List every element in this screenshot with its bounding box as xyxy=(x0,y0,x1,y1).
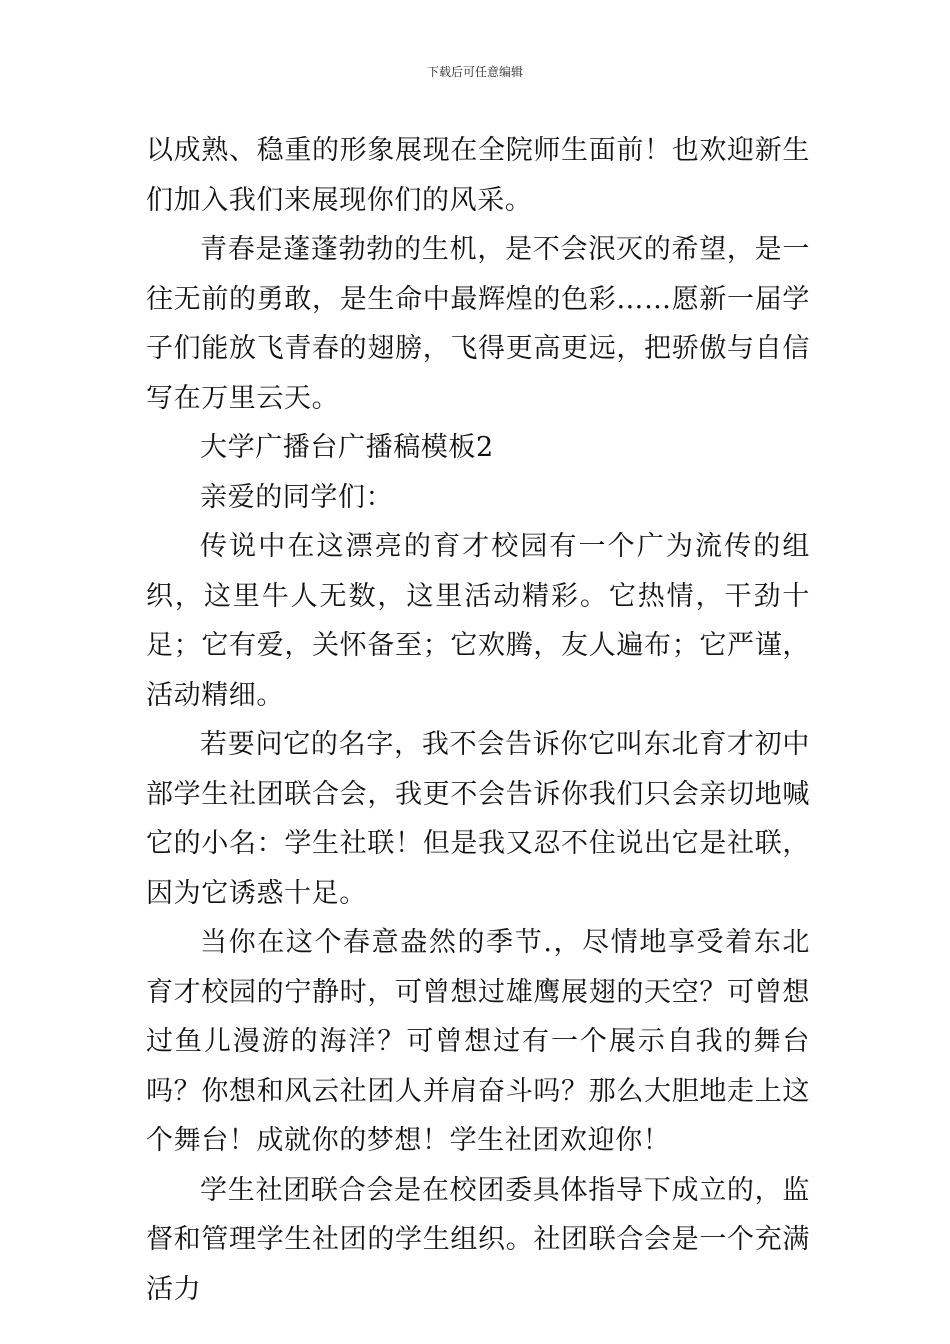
salutation: 亲爱的同学们： xyxy=(200,481,394,513)
paragraph-union: 学生社团联合会是在校团委具体指导下成立的，监督和管理学生社团的学生组织。社团联合会是一个充满活力 xyxy=(146,1174,810,1305)
paragraph-name: 若要问它的名字，我不会告诉你它叫东北育才初中部学生社团联合会，我更不会告诉你我们只会亲切地喊它的小名：学生社联！但是我又忍不住说出它是社联，因为它诱惑十足。 xyxy=(146,729,810,909)
section-title: 大学广播台广播稿模板2 xyxy=(200,432,494,463)
document-body xyxy=(146,126,810,1314)
paragraph-continuation: 以成熟、稳重的形象展现在全院师生面前！也欢迎新生们加入我们来展现你们的风采。 xyxy=(146,135,810,216)
page-header: 下载后可任意编辑 xyxy=(426,65,523,79)
paragraph-legend: 传说中在这漂亮的育才校园有一个广为流传的组织，这里牛人无数，这里活动精彩。它热情，干劲十足；它有爱，关怀备至；它欢腾，友人遍布；它严谨，活动精细。 xyxy=(146,531,810,711)
paragraph-youth: 青春是蓬蓬勃勃的生机，是不会泯灭的希望，是一往无前的勇敢，是生命中最辉煌的色彩……愿新一届学子们能放飞青春的翅膀，飞得更高更远，把骄傲与自信写在万里云天。 xyxy=(146,234,810,414)
paragraph-invitation: 当你在这个春意盎然的季节.，尽情地享受着东北育才校园的宁静时，可曾想过雄鹰展翅的天空？可曾想过鱼儿漫游的海洋？可曾想过有一个展示自我的舞台吗？你想和风云社团人并肩奋斗吗？那么大胆地走上这个舞台！成就你的梦想！学生社团欢迎你！ xyxy=(146,927,810,1156)
